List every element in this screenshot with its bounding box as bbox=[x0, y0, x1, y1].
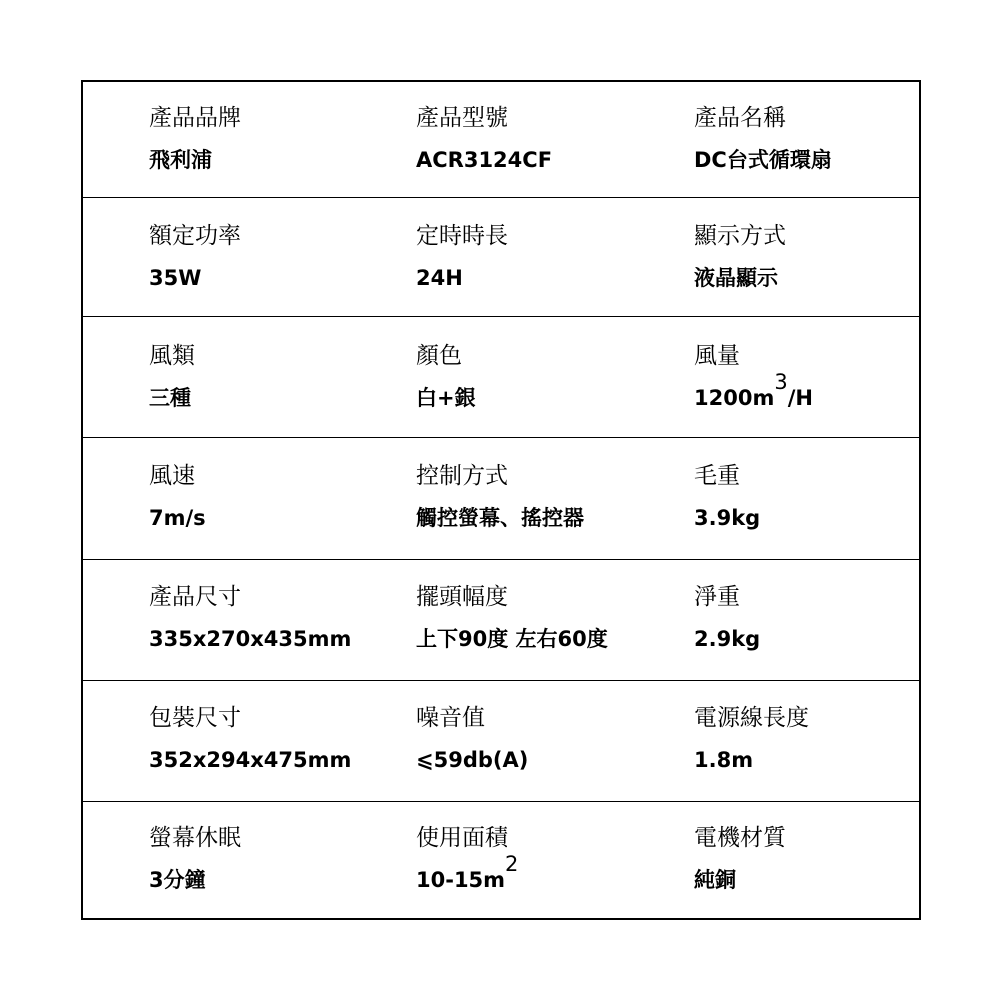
spec-row bbox=[83, 440, 919, 560]
spec-label: 產品型號 bbox=[416, 105, 508, 131]
spec-row bbox=[83, 82, 919, 202]
spec-value-superscript: 2 bbox=[505, 852, 519, 876]
spec-value: 飛利浦 bbox=[149, 148, 212, 172]
spec-label: 產品尺寸 bbox=[149, 584, 241, 610]
spec-value-main: 10-15m bbox=[416, 868, 506, 892]
spec-value: ⩽59db(A) bbox=[416, 748, 529, 772]
spec-value: 335x270x435mm bbox=[149, 627, 352, 651]
spec-value: 純銅 bbox=[694, 868, 736, 892]
spec-label: 包裝尺寸 bbox=[149, 705, 241, 731]
spec-label: 淨重 bbox=[694, 584, 740, 610]
spec-label: 額定功率 bbox=[149, 223, 241, 249]
spec-label: 螢幕休眠 bbox=[149, 825, 241, 851]
spec-label: 噪音值 bbox=[416, 705, 485, 731]
spec-value: 24H bbox=[416, 266, 463, 290]
spec-value: 白+銀 bbox=[416, 386, 476, 410]
row-divider bbox=[83, 559, 919, 560]
spec-value: 35W bbox=[149, 266, 202, 290]
spec-label: 風類 bbox=[149, 343, 195, 369]
spec-label: 電機材質 bbox=[694, 825, 786, 851]
spec-value bbox=[694, 370, 813, 412]
spec-value-suffix: /H bbox=[787, 386, 813, 410]
spec-row bbox=[83, 200, 919, 320]
spec-label: 產品名稱 bbox=[694, 105, 786, 131]
spec-value: DC台式循環扇 bbox=[694, 148, 832, 172]
row-divider bbox=[83, 197, 919, 198]
spec-row bbox=[83, 320, 919, 440]
spec-value: 三種 bbox=[149, 386, 191, 410]
spec-value: 上下90度 左右60度 bbox=[416, 627, 608, 651]
spec-row bbox=[83, 802, 919, 922]
spec-row bbox=[83, 561, 919, 681]
spec-label: 風速 bbox=[149, 463, 195, 489]
spec-value: 2.9kg bbox=[694, 627, 761, 651]
spec-label: 控制方式 bbox=[416, 463, 508, 489]
spec-table bbox=[81, 80, 921, 920]
spec-label: 毛重 bbox=[694, 463, 740, 489]
spec-value: 352x294x475mm bbox=[149, 748, 352, 772]
spec-row bbox=[83, 682, 919, 802]
spec-value: 1.8m bbox=[694, 748, 754, 772]
spec-value-superscript: 3 bbox=[774, 370, 788, 394]
spec-value bbox=[416, 852, 519, 894]
row-divider bbox=[83, 680, 919, 681]
spec-label: 產品品牌 bbox=[149, 105, 241, 131]
spec-value: 3.9kg bbox=[694, 506, 761, 530]
spec-label: 顯示方式 bbox=[694, 223, 786, 249]
row-divider bbox=[83, 437, 919, 438]
spec-label: 電源線長度 bbox=[694, 705, 809, 731]
spec-label: 定時時長 bbox=[416, 223, 508, 249]
spec-value-main: 1200m bbox=[694, 386, 775, 410]
row-divider bbox=[83, 316, 919, 317]
spec-label: 風量 bbox=[694, 343, 740, 369]
spec-value: 7m/s bbox=[149, 506, 206, 530]
spec-label: 使用面積 bbox=[416, 825, 508, 851]
spec-label: 顏色 bbox=[416, 343, 462, 369]
spec-value: 觸控螢幕、搖控器 bbox=[416, 506, 584, 530]
spec-value: ACR3124CF bbox=[416, 148, 553, 172]
spec-label: 擺頭幅度 bbox=[416, 584, 508, 610]
spec-value: 液晶顯示 bbox=[694, 266, 778, 290]
spec-value: 3分鐘 bbox=[149, 868, 206, 892]
